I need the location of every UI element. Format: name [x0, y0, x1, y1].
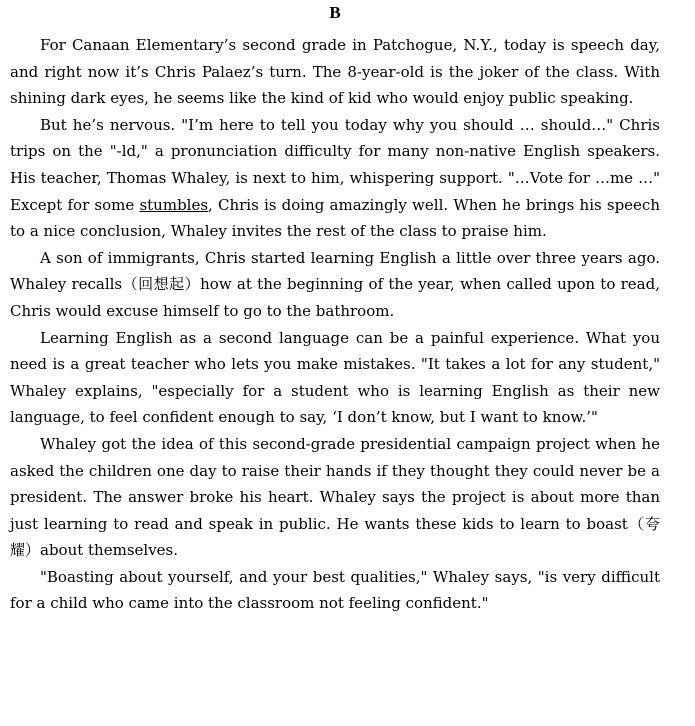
paragraph-2-part-1: But he’s nervous. "I’m here to tell you today why you should … should…" Chris trips on the "-ld," a pronunciation difficulty for many non-native English speakers. His teacher, Thomas Whaley, is next to him, whispering support. "…Vote for …me …" Except for some [10, 115, 660, 214]
underlined-word: stumbles [139, 195, 209, 214]
paragraph-3: A son of immigrants, Chris started learning English a little over three years ago. Whaley recalls（回想起）how at the beginning of the year, when called upon to read, Chris would excuse himself to go to the bathroom. [10, 248, 660, 320]
paragraph-4: Learning English as a second language can be a painful experience. What you need is a great teacher who lets you make mistakes. "It takes a lot for any student," Whaley explains, "especially for a student who is learning English as their new language, to feel confident enough to say, ‘I don’t know, but I want to know.’" [10, 328, 660, 427]
section-heading: B [329, 3, 341, 22]
paragraph-6: "Boasting about yourself, and your best qualities," Whaley says, "is very difficult for a child who came into the classroom not feeling confident." [10, 567, 660, 613]
paragraph-2-part-2: , Chris is doing amazingly well. When he brings his speech to a nice conclusion, Whaley invites the rest of the class to praise him. [10, 195, 660, 241]
paragraph-5: Whaley got the idea of this second-grade presidential campaign project when he asked the children one day to raise their hands if they thought they could never be a president. The answer broke his heart. Whaley says the project is about more than just learning to read and speak in public. He wants these kids to learn to boast（夸耀）about themselves. [10, 434, 660, 560]
document [10, 0, 660, 617]
paragraph-2 [10, 112, 660, 245]
paragraph-1: For Canaan Elementary’s second grade in Patchogue, N.Y., today is speech day, and right now it’s Chris Palaez’s turn. The 8-year-old is the joker of the class. With shining dark eyes, he seems like the kind of kid who would enjoy public speaking. [10, 36, 660, 108]
